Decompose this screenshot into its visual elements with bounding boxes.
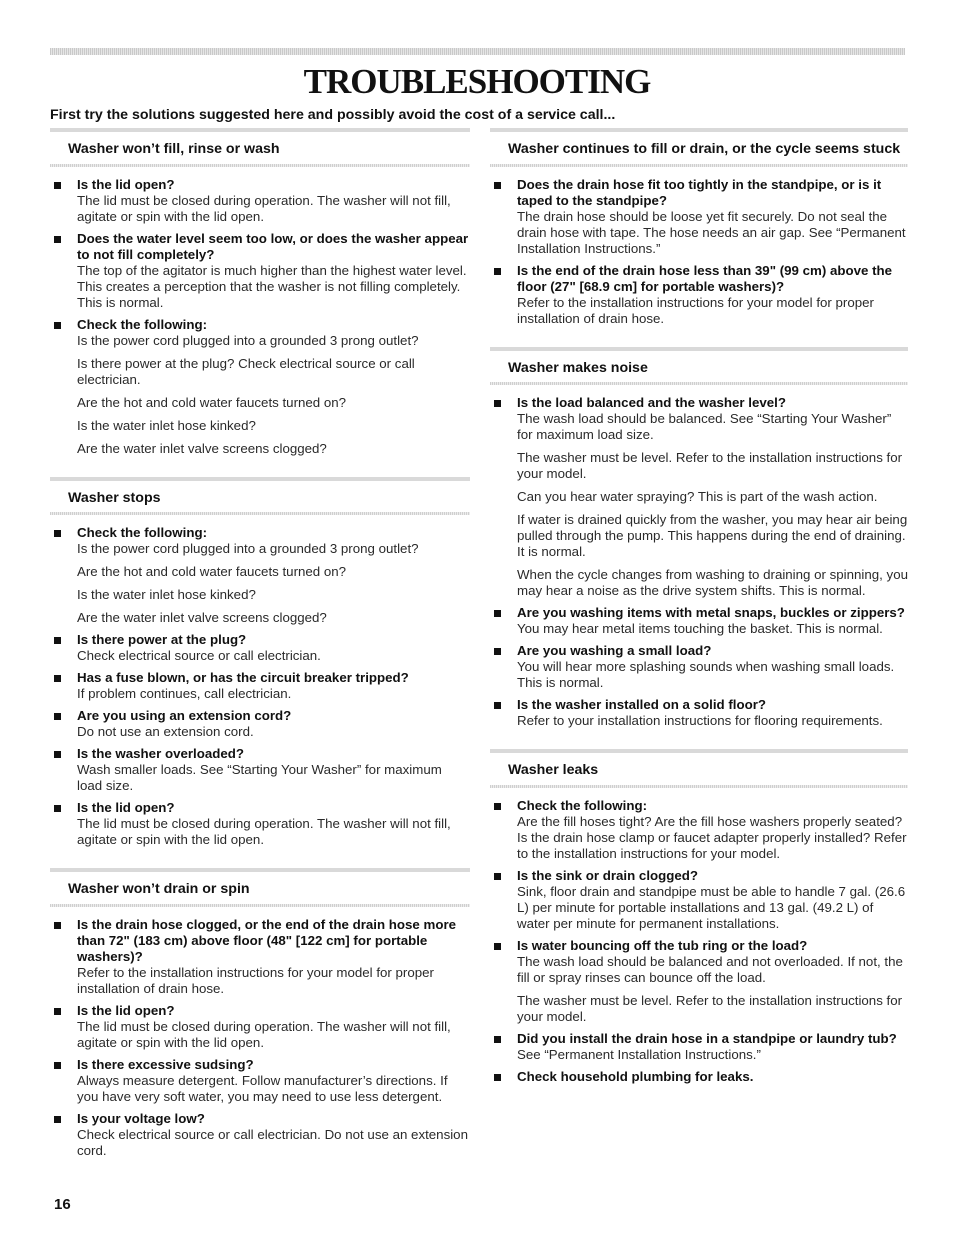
question: Is the end of the drain hose less than 39" (99 cm) above the floor (27" [68.9 cm] for portable washers)?	[517, 262, 893, 294]
bullet-icon	[494, 803, 501, 810]
answer-extra: If water is drained quickly from the washer, you may hear air being pulled through the pump. This happens during the end of draining. It is normal.	[517, 512, 908, 559]
question: Is the drain hose clogged, or the end of the drain hose more than 72" (183 cm) above floor (48" [122 cm] for portable washers)?	[77, 916, 457, 964]
list-item	[50, 708, 470, 740]
list-item	[50, 317, 470, 457]
answer: The top of the agitator is much higher than the highest water level. This creates a perception that the washer is not filling completely. This is normal.	[77, 262, 467, 310]
answer: Refer to the installation instructions for your model for proper installation of drain hose.	[517, 294, 874, 326]
bullet-icon	[494, 268, 501, 275]
question: Is the lid open?	[77, 176, 175, 192]
section-items	[490, 395, 908, 729]
list-item	[490, 1069, 908, 1085]
question: Check the following:	[77, 316, 208, 332]
list-item	[490, 798, 908, 862]
left-column	[50, 128, 470, 1165]
bullet-icon	[494, 400, 501, 407]
list-item	[50, 231, 470, 311]
bullet-icon	[494, 1036, 501, 1043]
bullet-icon	[494, 648, 501, 655]
page-title: TROUBLESHOOTING	[303, 62, 651, 101]
answer: Refer to your installation instructions for flooring requirements.	[517, 713, 883, 728]
bullet-icon	[54, 1062, 61, 1069]
bullet-icon	[494, 873, 501, 880]
bullet-icon	[494, 943, 501, 950]
list-item	[50, 177, 470, 225]
bullet-icon	[54, 1116, 61, 1123]
list-item	[490, 605, 908, 637]
section-items	[50, 525, 470, 848]
section-items	[490, 798, 908, 1085]
list-item	[490, 868, 908, 932]
answer-extra: Are the water inlet valve screens clogged?	[77, 610, 327, 625]
section-gap	[50, 854, 470, 868]
answer: The lid must be closed during operation. The washer will not fill, agitate or spin with the lid open.	[77, 192, 451, 224]
question: Is the washer installed on a solid floor?	[517, 697, 766, 712]
answer: See “Permanent Installation Instructions.”	[517, 1046, 761, 1062]
answer: Wash smaller loads. See “Starting Your Washer” for maximum load size.	[77, 762, 442, 793]
question: Is there power at the plug?	[77, 632, 247, 647]
section-heading: Washer stops	[50, 477, 470, 512]
answer: You will hear more splashing sounds when washing small loads. This is normal.	[517, 659, 895, 690]
answer-extra: Can you hear water spraying? This is part of the wash action.	[517, 489, 878, 504]
section-gap	[490, 735, 908, 749]
answer-extra: When the cycle changes from washing to draining or spinning, you may hear a noise as the drive system shifts. This is normal.	[517, 567, 908, 598]
section-gap	[50, 463, 470, 477]
list-item	[490, 643, 908, 691]
question: Is water bouncing off the tub ring or the load?	[517, 937, 808, 953]
question: Is the load balanced and the washer level?	[517, 395, 786, 410]
answer-extra: Are the hot and cold water faucets turned on?	[77, 564, 347, 579]
answer: The wash load should be balanced and not overloaded. If not, the fill or spray rinses can bounce off the load.	[517, 953, 903, 985]
troubleshooting-section	[50, 463, 470, 849]
answer: Check electrical source or call electrician.	[77, 648, 321, 663]
question: Does the water level seem too low, or does the washer appear to not fill completely?	[77, 230, 469, 262]
answer: Are the fill hoses tight? Are the fill hose washers properly seated? Is the drain hose clamp or faucet adapter properly installed? Refer to the installation instructions for your model.	[517, 813, 907, 861]
list-item	[50, 525, 470, 626]
answer: Do not use an extension cord.	[77, 724, 254, 739]
list-item	[490, 177, 908, 257]
list-item	[490, 263, 908, 327]
bullet-icon	[494, 1074, 501, 1081]
list-item	[50, 1111, 470, 1159]
list-item	[50, 670, 470, 702]
list-item	[490, 1031, 908, 1063]
question: Are you washing items with metal snaps, buckles or zippers?	[517, 605, 905, 620]
troubleshooting-section	[490, 735, 908, 1085]
question: Is the sink or drain clogged?	[517, 867, 699, 883]
answer: Always measure detergent. Follow manufacturer’s directions. If you have very soft water, you may need to use less detergent.	[77, 1072, 448, 1104]
list-item	[490, 697, 908, 729]
answer-extra: Is the water inlet hose kinked?	[77, 417, 256, 433]
answer: The wash load should be balanced. See “Starting Your Washer” for maximum load size.	[517, 411, 892, 442]
section-items	[50, 177, 470, 457]
question: Does the drain hose fit too tightly in the standpipe, or is it taped to the standpipe?	[517, 176, 882, 208]
bullet-icon	[54, 675, 61, 682]
section-heading: Washer won’t drain or spin	[50, 868, 470, 903]
bullet-icon	[54, 236, 61, 243]
question: Is there excessive sudsing?	[77, 1056, 254, 1072]
page-number: 16	[54, 1196, 71, 1213]
question: Check household plumbing for leaks.	[517, 1068, 754, 1084]
question: Check the following:	[77, 525, 208, 540]
bullet-icon	[494, 182, 501, 189]
question: Has a fuse blown, or has the circuit breaker tripped?	[77, 670, 409, 685]
bullet-icon	[54, 751, 61, 758]
bullet-icon	[494, 702, 501, 709]
bullet-icon	[54, 805, 61, 812]
list-item	[50, 800, 470, 848]
troubleshooting-section	[50, 128, 470, 457]
section-items	[490, 177, 908, 327]
question: Is the lid open?	[77, 1002, 175, 1018]
section-heading: Washer makes noise	[490, 347, 908, 382]
answer: The drain hose should be loose yet fit securely. Do not seal the drain hose with tape. The hose needs an air gap. See “Permanent Installation Instructions.”	[517, 208, 906, 256]
answer: Is the power cord plugged into a grounded 3 prong outlet?	[77, 332, 419, 348]
bullet-icon	[54, 922, 61, 929]
question: Is the washer overloaded?	[77, 746, 245, 761]
list-item	[490, 395, 908, 599]
bullet-icon	[54, 637, 61, 644]
list-item	[50, 746, 470, 794]
answer: The lid must be closed during operation. The washer will not fill, agitate or spin with the lid open.	[77, 816, 451, 847]
answer: Refer to the installation instructions for your model for proper installation of drain hose.	[77, 964, 434, 996]
answer: Is the power cord plugged into a grounded 3 prong outlet?	[77, 541, 419, 556]
section-heading: Washer continues to fill or drain, or the cycle seems stuck	[490, 128, 908, 163]
answer-extra: Are the hot and cold water faucets turned on?	[77, 394, 347, 410]
answer-extra: Is the water inlet hose kinked?	[77, 587, 256, 602]
troubleshooting-section	[490, 128, 908, 327]
bullet-icon	[54, 713, 61, 720]
troubleshooting-section	[490, 333, 908, 730]
list-item	[50, 1057, 470, 1105]
question: Check the following:	[517, 797, 648, 813]
answer-extra: The washer must be level. Refer to the installation instructions for your model.	[517, 450, 903, 481]
section-items	[50, 917, 470, 1159]
intro-text: First try the solutions suggested here and possibly avoid the cost of a service call...	[50, 107, 616, 123]
list-item	[50, 632, 470, 664]
troubleshooting-section	[50, 854, 470, 1159]
list-item	[50, 1003, 470, 1051]
question: Is the lid open?	[77, 800, 175, 815]
bullet-icon	[494, 610, 501, 617]
bullet-icon	[54, 530, 61, 537]
answer: Check electrical source or call electrician. Do not use an extension cord.	[77, 1126, 468, 1158]
question: Did you install the drain hose in a standpipe or laundry tub?	[517, 1030, 897, 1046]
answer: You may hear metal items touching the basket. This is normal.	[517, 621, 883, 636]
right-column	[490, 128, 908, 1091]
bullet-icon	[54, 182, 61, 189]
answer-extra: The washer must be level. Refer to the installation instructions for your model.	[517, 992, 903, 1024]
question: Is your voltage low?	[77, 1110, 205, 1126]
list-item	[50, 917, 470, 997]
question: Are you washing a small load?	[517, 643, 712, 658]
header-rule	[50, 48, 905, 55]
list-item	[490, 938, 908, 1025]
answer: Sink, floor drain and standpipe must be able to handle 7 gal. (26.6 L) per minute for portable installations and 13 gal. (49.2 L) of water per minute for permanent installations.	[517, 883, 906, 931]
answer-extra: Are the water inlet valve screens clogged?	[77, 440, 327, 456]
bullet-icon	[54, 322, 61, 329]
answer: The lid must be closed during operation. The washer will not fill, agitate or spin with the lid open.	[77, 1018, 451, 1050]
section-heading: Washer won’t fill, rinse or wash	[50, 128, 470, 163]
section-heading: Washer leaks	[490, 749, 908, 784]
section-gap	[490, 333, 908, 347]
bullet-icon	[54, 1008, 61, 1015]
answer: If problem continues, call electrician.	[77, 686, 292, 701]
question: Are you using an extension cord?	[77, 708, 292, 723]
answer-extra: Is there power at the plug? Check electrical source or call electrician.	[77, 355, 415, 387]
